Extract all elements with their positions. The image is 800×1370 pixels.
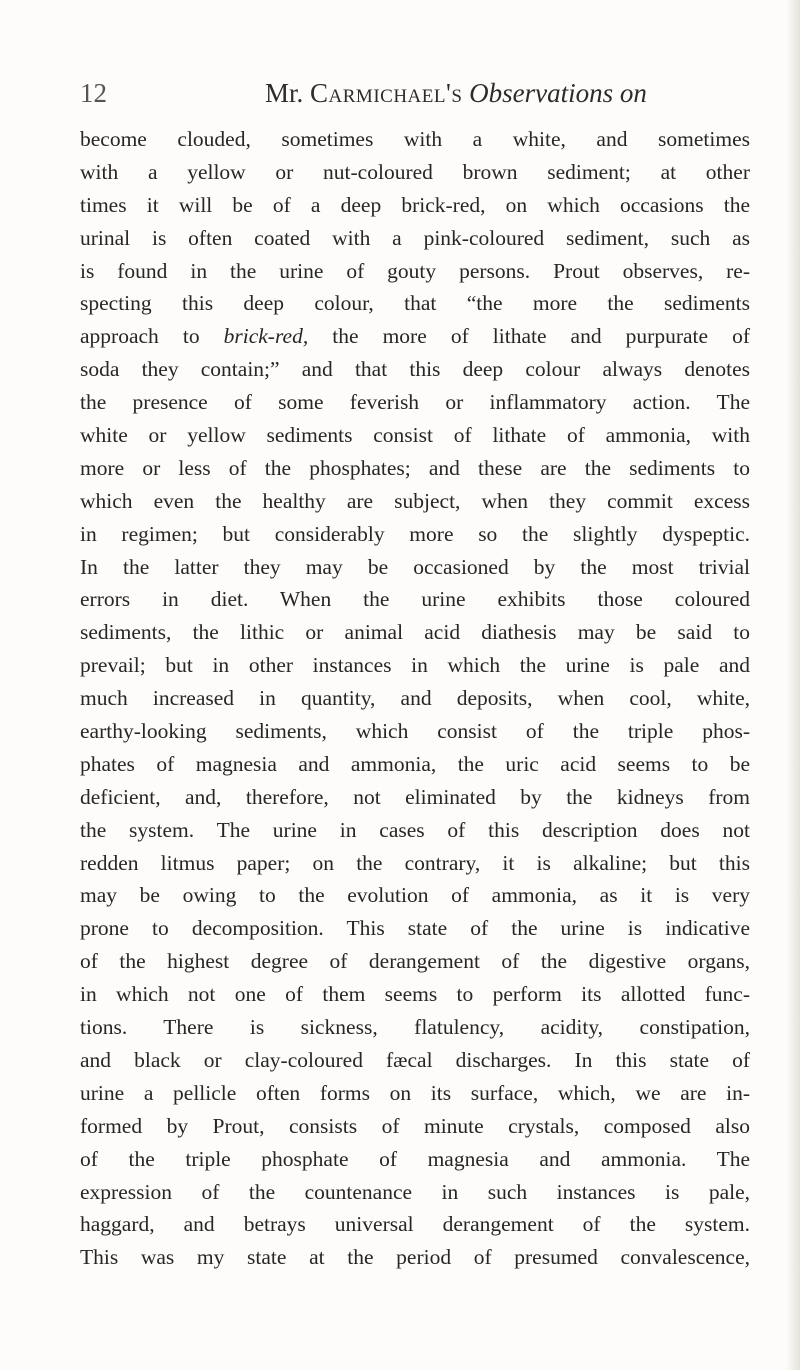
text-line: formed by Prout, consists of minute crystals, composed also xyxy=(80,1113,750,1138)
text-line: redden litmus paper; on the contrary, it is alkaline; but this xyxy=(80,850,750,875)
text-line: in which not one of them seems to perform its allotted func- xyxy=(80,982,750,1007)
text-line: much increased in quantity, and deposits, when cool, white, xyxy=(80,686,750,711)
text-line: urinal is often coated with a pink-coloured sediment, such as xyxy=(80,225,750,250)
text-line: errors in diet. When the urine exhibits those coloured xyxy=(80,587,750,612)
italic-term: brick-red, xyxy=(223,324,309,349)
text-line: earthy-looking sediments, which consist of the triple phos- xyxy=(80,719,750,744)
text-line: phates of magnesia and ammonia, the uric acid seems to be xyxy=(80,751,750,776)
text-line: soda they contain;” and that this deep colour always denotes xyxy=(80,357,750,382)
text-line: more or less of the phosphates; and these are the sediments to xyxy=(80,455,750,480)
text-line: prone to decomposition. This state of the urine is indicative xyxy=(80,916,750,941)
text-line: which even the healthy are subject, when they commit excess xyxy=(80,488,750,513)
text-line-rest: the more of lithate and purpurate of xyxy=(332,324,750,349)
running-head xyxy=(265,76,647,110)
text-line: in regimen; but considerably more so the slightly dyspeptic. xyxy=(80,521,750,546)
text-line: times it will be of a deep brick-red, on which occasions the xyxy=(80,192,750,217)
text-line: and black or clay-coloured fæcal discharges. In this state of xyxy=(80,1047,750,1072)
text-line: with a yellow or nut-coloured brown sediment; at other xyxy=(80,159,750,184)
text-line: tions. There is sickness, flatulency, acidity, constipation, xyxy=(80,1015,750,1040)
page-number: 12 xyxy=(80,78,107,108)
text-line: may be owing to the evolution of ammonia, as it is very xyxy=(80,883,750,908)
text-line: deficient, and, therefore, not eliminated by the kidneys from xyxy=(80,784,750,809)
text-line: expression of the countenance in such instances is pale, xyxy=(80,1179,750,1204)
text-line: prevail; but in other instances in which the urine is pale and xyxy=(80,653,750,678)
text-line: white or yellow sediments consist of lithate of ammonia, with xyxy=(80,423,750,448)
text-line-prefix: approach to xyxy=(80,324,224,349)
text-line: the presence of some feverish or inflammatory action. The xyxy=(80,390,750,415)
text-line: haggard, and betrays universal derangement of the system. xyxy=(80,1212,750,1237)
body-text xyxy=(80,123,750,1274)
text-line: specting this deep colour, that “the more the sediments xyxy=(80,291,750,316)
text-line: of the triple phosphate of magnesia and ammonia. The xyxy=(80,1146,750,1171)
running-head-author: Carmichael's xyxy=(310,78,463,108)
text-line: is found in the urine of gouty persons. Prout observes, re- xyxy=(80,258,750,283)
text-line: This was my state at the period of presumed convalescence, xyxy=(80,1245,750,1270)
text-line: In the latter they may be occasioned by the most trivial xyxy=(80,554,750,579)
page-edge-shadow xyxy=(786,0,800,1370)
page-header xyxy=(0,76,800,116)
running-head-title: Observations on xyxy=(469,78,647,108)
text-line: the system. The urine in cases of this description does not xyxy=(80,817,750,842)
text-line-with-italic xyxy=(80,320,750,353)
running-head-prefix: Mr. xyxy=(265,78,311,108)
text-line: become clouded, sometimes with a white, and sometimes xyxy=(80,127,750,151)
text-line: sediments, the lithic or animal acid diathesis may be said to xyxy=(80,620,750,645)
text-line: urine a pellicle often forms on its surface, which, we are in- xyxy=(80,1080,750,1105)
text-line: of the highest degree of derangement of the digestive organs, xyxy=(80,949,750,974)
